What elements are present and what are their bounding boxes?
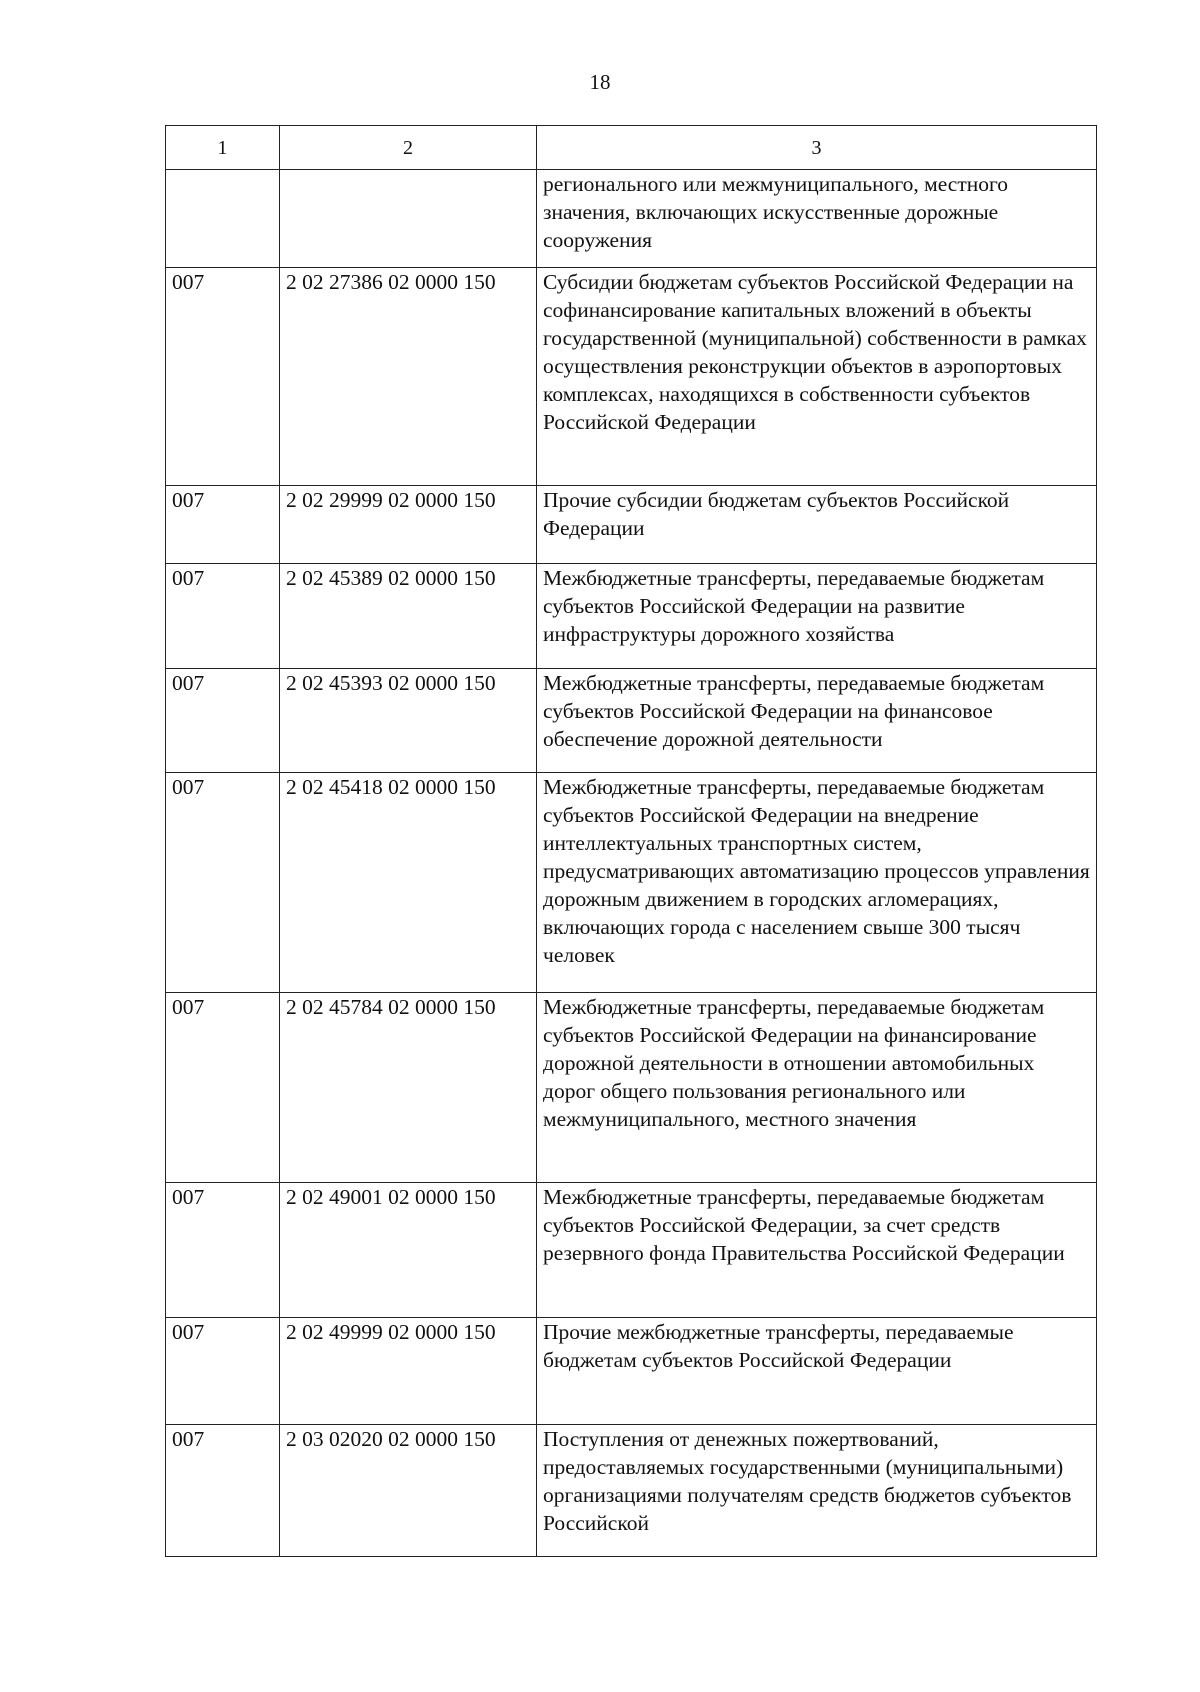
revenue-name-cell: Межбюджетные трансферты, передаваемые бюджетам субъектов Российской Федерации на развитие инфраструктуры дорожного хозяйства bbox=[537, 564, 1097, 669]
revenue-codes-table bbox=[165, 125, 1097, 1557]
budget-code-cell: 2 02 45784 02 0000 150 bbox=[280, 993, 537, 1183]
column-header-1: 1 bbox=[166, 126, 280, 170]
budget-code-cell: 2 03 02020 02 0000 150 bbox=[280, 1425, 537, 1557]
revenue-name-cell: Межбюджетные трансферты, передаваемые бюджетам субъектов Российской Федерации на внедрение интеллектуальных транспортных систем, предусматривающих автоматизацию процессов управления дорожным движением в городских агломерациях, включающих города с населением свыше 300 тысяч человек bbox=[537, 773, 1097, 993]
revenue-name-cell: регионального или межмуниципального, местного значения, включающих искусственные дорожные сооружения bbox=[537, 170, 1097, 268]
admin-code-cell: 007 bbox=[166, 1318, 280, 1425]
revenue-name-cell: Межбюджетные трансферты, передаваемые бюджетам субъектов Российской Федерации на финансовое обеспечение дорожной деятельности bbox=[537, 669, 1097, 773]
table-row bbox=[166, 1425, 1097, 1557]
budget-code-cell: 2 02 27386 02 0000 150 bbox=[280, 268, 537, 486]
table-header-row bbox=[166, 126, 1097, 170]
admin-code-cell: 007 bbox=[166, 1425, 280, 1557]
revenue-name-cell: Прочие межбюджетные трансферты, передаваемые бюджетам субъектов Российской Федерации bbox=[537, 1318, 1097, 1425]
table-row bbox=[166, 170, 1097, 268]
revenue-name-cell: Межбюджетные трансферты, передаваемые бюджетам субъектов Российской Федерации на финансирование дорожной деятельности в отношении автомобильных дорог общего пользования регионального или межмуниципального, местного значения bbox=[537, 993, 1097, 1183]
admin-code-cell: 007 bbox=[166, 564, 280, 669]
table-row bbox=[166, 564, 1097, 669]
admin-code-cell: 007 bbox=[166, 1183, 280, 1318]
admin-code-cell: 007 bbox=[166, 773, 280, 993]
table-row bbox=[166, 1183, 1097, 1318]
table-row bbox=[166, 993, 1097, 1183]
budget-code-cell bbox=[280, 170, 537, 268]
table-row bbox=[166, 268, 1097, 486]
revenue-name-cell: Субсидии бюджетам субъектов Российской Федерации на софинансирование капитальных вложений в объекты государственной (муниципальной) собственности в рамках осуществления реконструкции объектов в аэропортовых комплексах, находящихся в собственности субъектов Российской Федерации bbox=[537, 268, 1097, 486]
budget-code-cell: 2 02 49999 02 0000 150 bbox=[280, 1318, 537, 1425]
admin-code-cell bbox=[166, 170, 280, 268]
budget-code-cell: 2 02 45393 02 0000 150 bbox=[280, 669, 537, 773]
page-number: 18 bbox=[589, 70, 611, 94]
revenue-name-cell: Прочие субсидии бюджетам субъектов Российской Федерации bbox=[537, 486, 1097, 564]
table-row bbox=[166, 773, 1097, 993]
table-row bbox=[166, 486, 1097, 564]
table-row bbox=[166, 669, 1097, 773]
admin-code-cell: 007 bbox=[166, 268, 280, 486]
column-header-2: 2 bbox=[280, 126, 537, 170]
admin-code-cell: 007 bbox=[166, 486, 280, 564]
budget-code-cell: 2 02 45389 02 0000 150 bbox=[280, 564, 537, 669]
column-header-3: 3 bbox=[537, 126, 1097, 170]
budget-code-cell: 2 02 49001 02 0000 150 bbox=[280, 1183, 537, 1318]
budget-code-cell: 2 02 45418 02 0000 150 bbox=[280, 773, 537, 993]
revenue-name-cell: Межбюджетные трансферты, передаваемые бюджетам субъектов Российской Федерации, за счет средств резервного фонда Правительства Российской Федерации bbox=[537, 1183, 1097, 1318]
admin-code-cell: 007 bbox=[166, 993, 280, 1183]
budget-code-cell: 2 02 29999 02 0000 150 bbox=[280, 486, 537, 564]
table-row bbox=[166, 1318, 1097, 1425]
revenue-name-cell: Поступления от денежных пожертвований, предоставляемых государственными (муниципальными) организациями получателям средств бюджетов субъектов Российской bbox=[537, 1425, 1097, 1557]
admin-code-cell: 007 bbox=[166, 669, 280, 773]
